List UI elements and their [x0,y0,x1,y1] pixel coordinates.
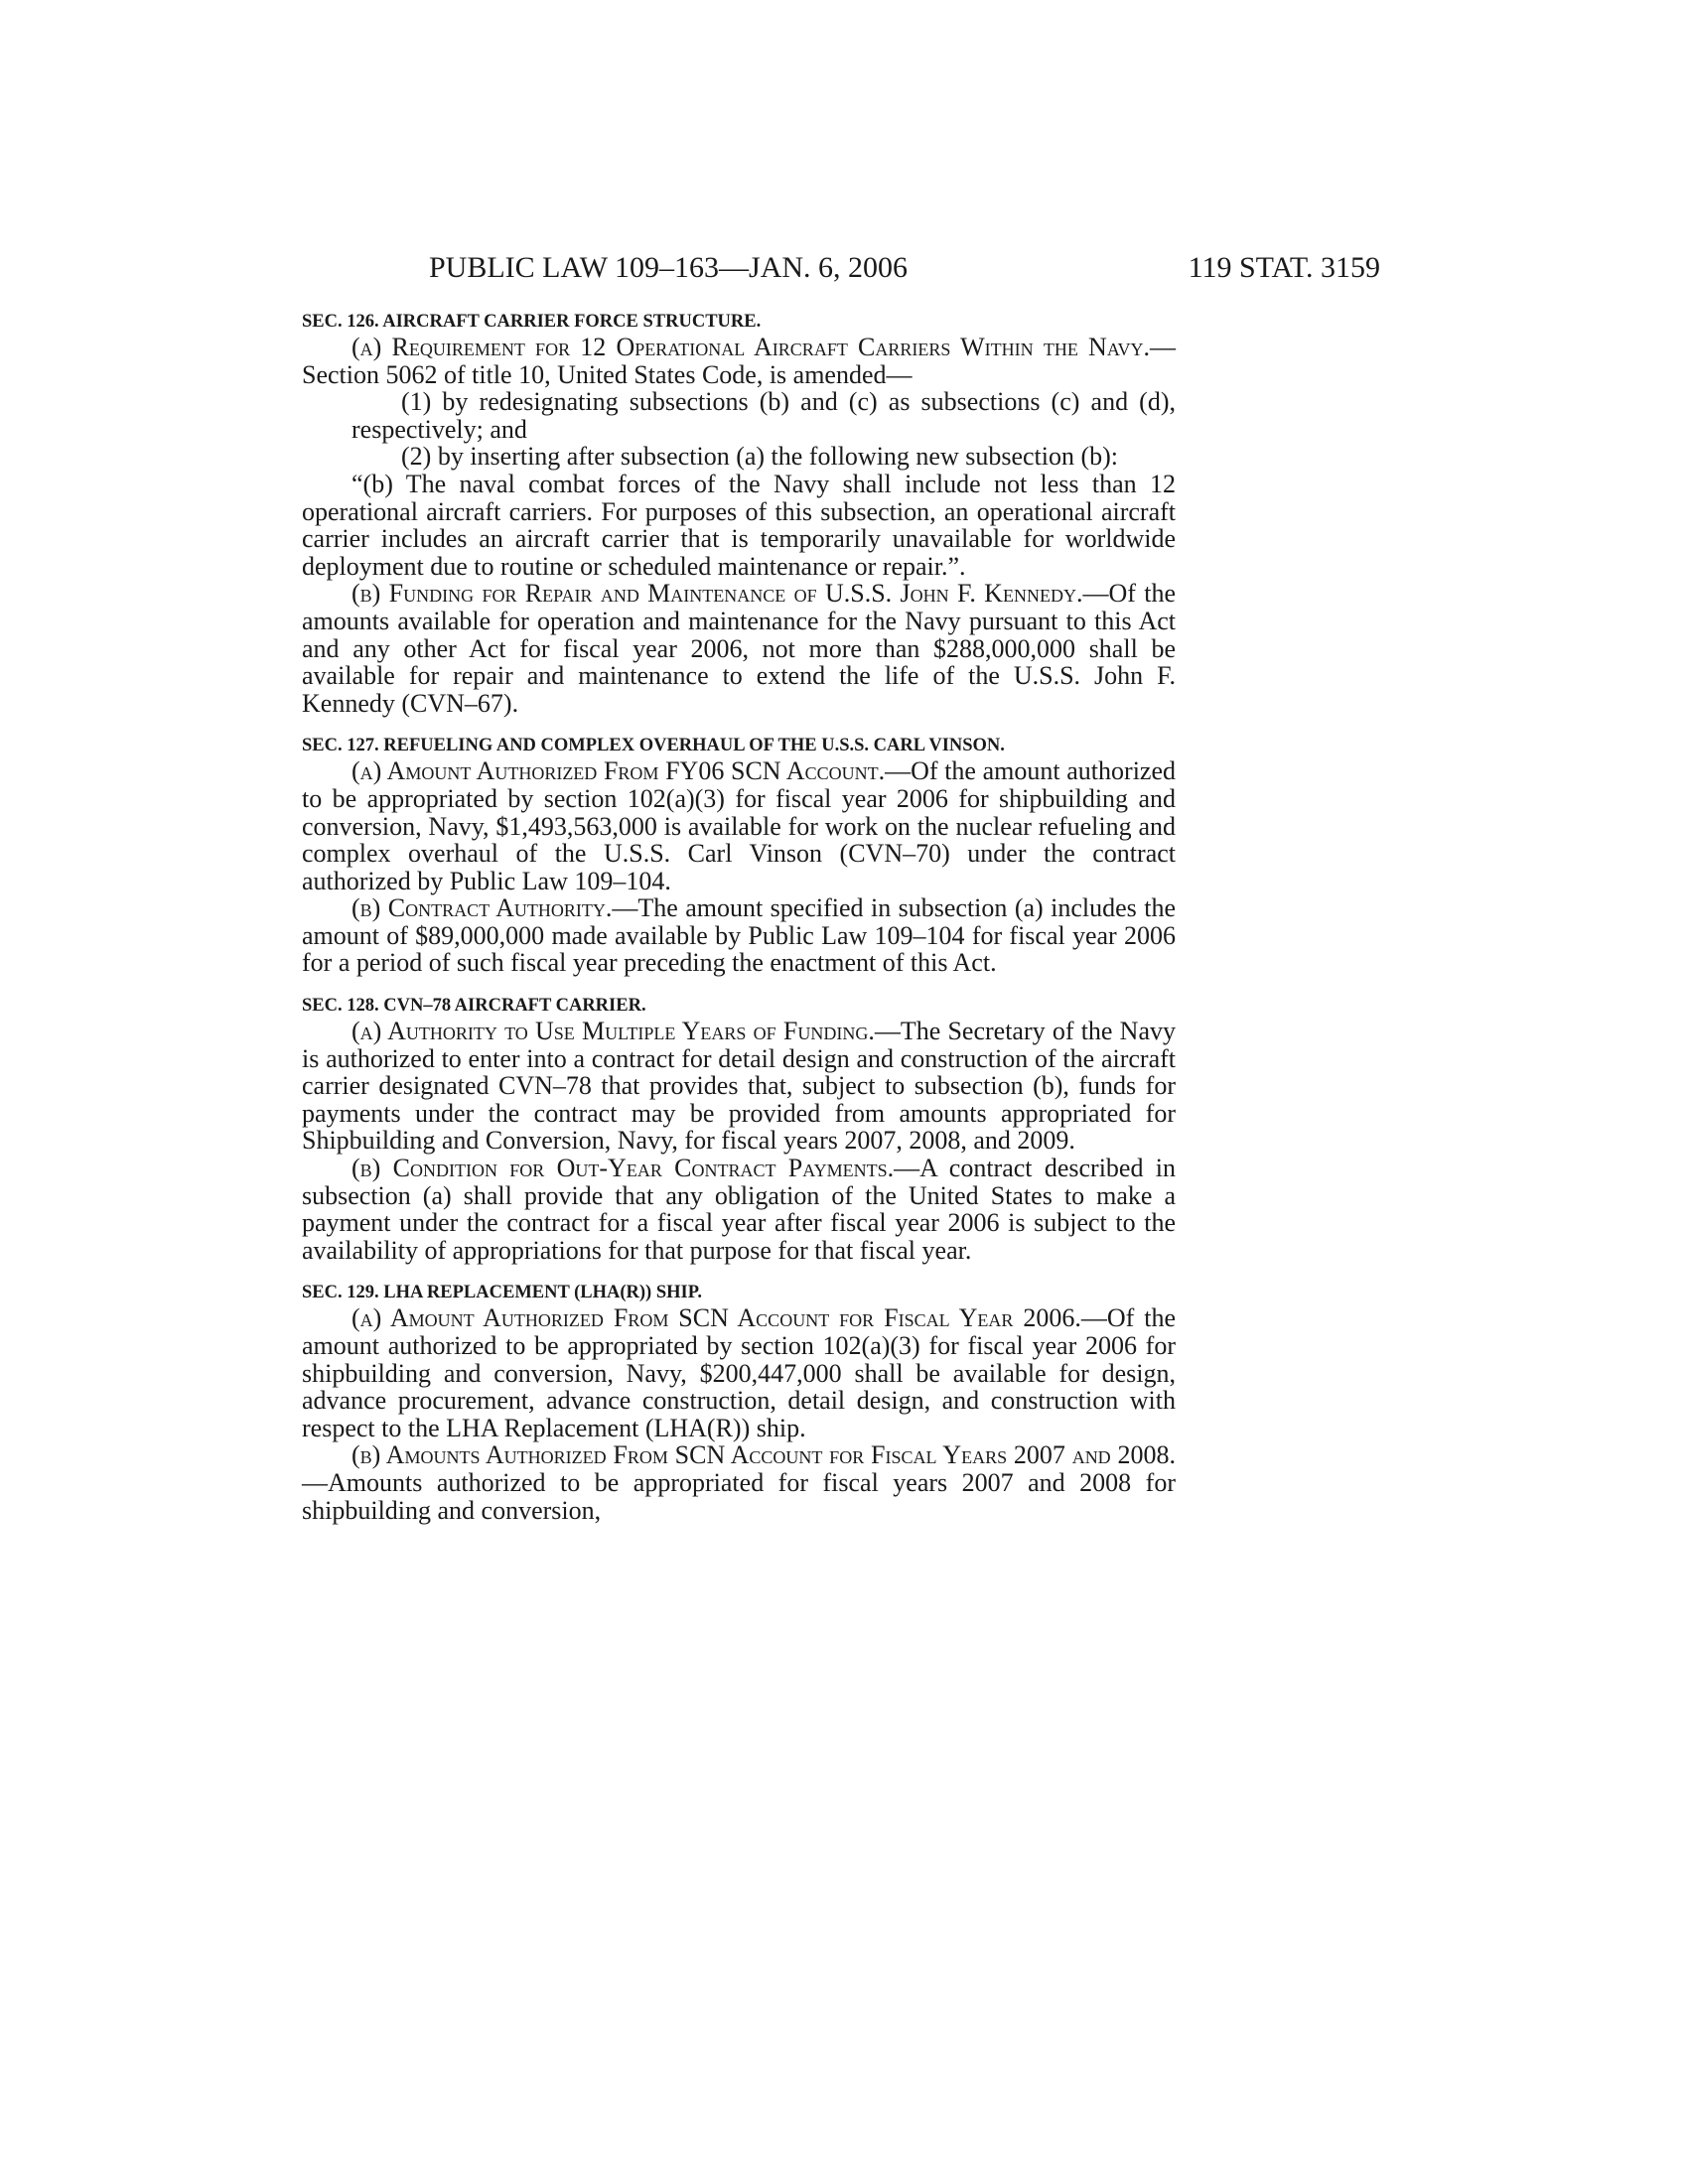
subsection-text: —Amounts authorized to be appropriated for fiscal years 2007 and 2008 for shipbuilding and conversion, [302,1467,1176,1525]
subsection-b [302,894,1176,977]
document-body [302,310,1176,1524]
subsection-caption: (b) Contract Authority. [352,893,613,923]
subsection-caption: (a) Amount Authorized From FY06 SCN Account. [352,756,886,786]
public-law-header: PUBLIC LAW 109–163—JAN. 6, 2006 [429,251,909,284]
running-header [298,248,1380,288]
subsection-text: —A contract described in subsection (a) shall provide that any obligation of the United States to make a payment under the contract for a fiscal year after fiscal year 2006 is subject to the availability of appropriations for that purpose for that fiscal year. [302,1154,1176,1265]
section-heading: SEC. 128. CVN–78 AIRCRAFT CARRIER. [302,996,646,1017]
section-128 [302,994,1176,1264]
section-129 [302,1281,1176,1524]
quoted-subsection-b: “(b) The naval combat forces of the Navy shall include not less than 12 operational aircraft carriers. For purposes of this subsection, an operational aircraft carrier includes an aircraft carrier that is temporarily unavailable for worldwide deployment due to routine or scheduled maintenance or repair.”. [302,469,1176,581]
subsection-b [302,1441,1176,1524]
subsection-caption: (b) Amounts Authorized From SCN Account for Fiscal Years 2007 and 2008. [352,1440,1176,1470]
subsection-caption: (a) Authority to Use Multiple Years of Funding. [352,1017,875,1046]
subsection-a [302,1304,1176,1441]
statute-page-number: 119 STAT. 3159 [1188,251,1380,284]
section-127 [302,734,1176,977]
subsection-a [302,334,1176,388]
section-heading: SEC. 129. LHA REPLACEMENT (LHA(R)) SHIP. [302,1283,702,1303]
paragraph-1: (1) by redesignating subsections (b) and (c) as subsections (c) and (d), respectively; and [352,387,1176,444]
subsection-text: —The Secretary of the Navy is authorized to enter into a contract for detail design and construction of the aircraft carrier designated CVN–78 that provides that, subject to subsection (b), funds for payments under the contract may be provided from amounts appropriated for Shipbuilding and Conversion, Navy, for fiscal years 2007, 2008, and 2009. [302,1017,1177,1156]
subsection-b [302,580,1176,717]
subsection-caption: (a) Amount Authorized From SCN Account for Fiscal Year 2006. [352,1303,1081,1333]
subsection-a [302,757,1176,894]
subsection-text: —Of the amount authorized to be appropriated by section 102(a)(3) for fiscal year 2006 for shipbuilding and conversion, Navy, $200,447,000 shall be available for design, advance procurement, advance construction, detail design, and construction with respect to the LHA Replacement (LHA(R)) ship. [302,1303,1176,1442]
subsection-text: —Of the amount authorized to be appropriated by section 102(a)(3) for fiscal year 2006 for shipbuilding and conversion, Navy, $1,493,563,000 is available for work on the nuclear refueling and complex overhaul of the U.S.S. Carl Vinson (CVN–70) under the contract authorized by Public Law 109–104. [302,756,1176,895]
subsection-caption: (a) Requirement for 12 Operational Aircraft Carriers Within the Navy. [352,333,1150,361]
subsection-caption: (b) Condition for Out-Year Contract Payments. [352,1154,895,1183]
section-126 [302,310,1176,717]
paragraph-2: (2) by inserting after subsection (a) the following new subsection (b): [401,442,1119,472]
section-heading: SEC. 126. AIRCRAFT CARRIER FORCE STRUCTURE. [302,312,762,332]
subsection-text: —Of the amounts available for operation and maintenance for the Navy pursuant to this Act and any other Act for fiscal year 2006, not more than $288,000,000 shall be available for repair and maintenance to extend the life of the U.S.S. John F. Kennedy (CVN–67). [302,579,1176,718]
subsection-text: —The amount specified in subsection (a) includes the amount of $89,000,000 made available by Public Law 109–104 for fiscal year 2006 for a period of such fiscal year preceding the enactment of this Act. [302,893,1176,978]
section-heading: SEC. 127. REFUELING AND COMPLEX OVERHAUL OF THE U.S.S. CARL VINSON. [302,736,1005,756]
subsection-b [302,1155,1176,1264]
subsection-caption: (b) Funding for Repair and Maintenance of U.S.S. John F. Kennedy. [352,579,1083,609]
subsection-a [302,1018,1176,1155]
subsection-text: —Section 5062 of title 10, United States Code, is amended— [302,333,1176,389]
